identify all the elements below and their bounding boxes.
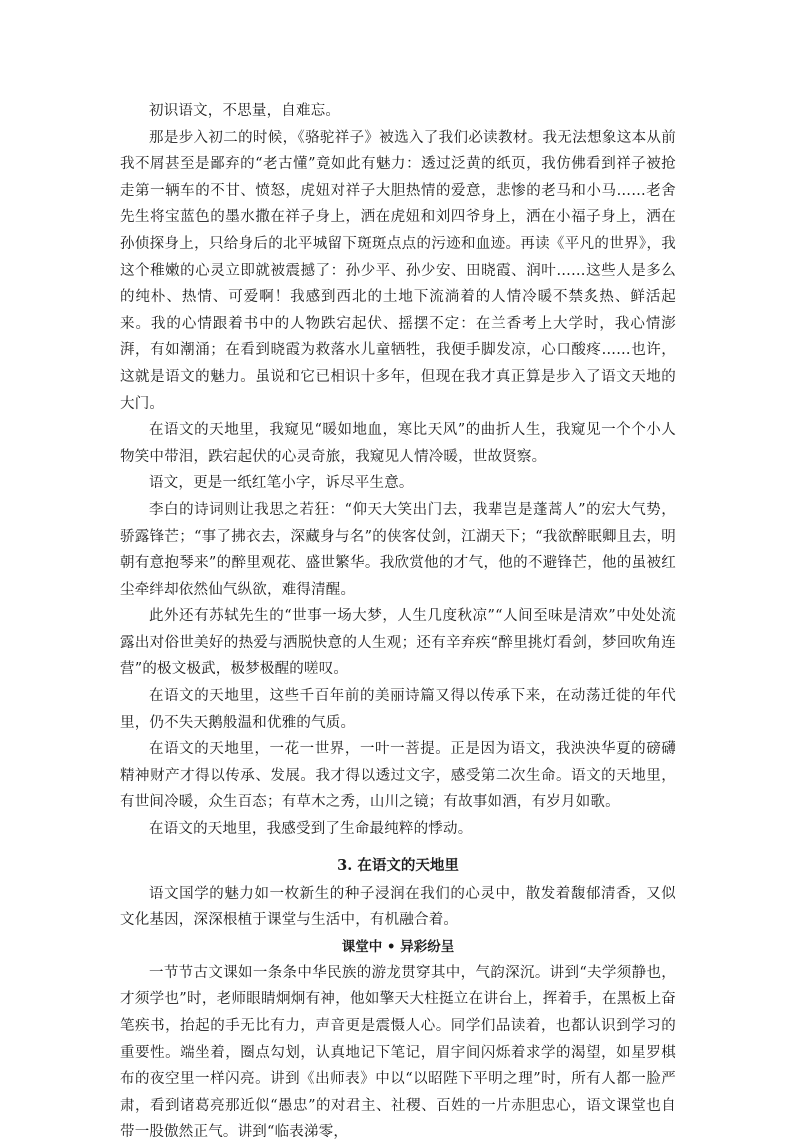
paragraph: 李白的诗词则让我思之若狂：“仰天大笑出门去，我辈岂是蓬蒿人”的宏大气势，骄露锋芒；“事了拂衣去，深藏身与名”的侠客仗剑，江湖天下；“我欲醉眠卿且去，明朝有意抱琴来”的醉里观花、盛世繁华。我欣赏他的才气，他的不避锋芒，他的虽被红尘牵绊却依然仙气纵欲，难得清醒。 [120, 501, 676, 598]
paragraph: 语文，更是一纸红笔小字，诉尽平生意。 [149, 475, 414, 492]
paragraph: 初识语文，不思量，自难忘。 [149, 103, 341, 119]
intro-paragraph: 语文国学的魅力如一枚新生的种子浸润在我们的心灵中，散发着馥郁清香，又似文化基因，深深根植于课堂与生活中，有机融合着。 [120, 885, 676, 929]
paragraph: 一节节古文课如一条条中华民族的游龙贯穿其中，气韵深沉。讲到“夫学须静也，才须学也”时，老师眼睛炯炯有神，他如擎天大柱挺立在讲台上，挥着手，在黑板上奋笔疾书，抬起的手无比有力，声音更是震慑人心。同学们品读着，也都认识到学习的重要性。端坐着，圈点勾划，认真地记下笔记，眉宇间闪烁着求学的渴望，如星罗棋布的夜空里一样闪亮。讲到《出师表》中以“以昭陛下平明之理”时，所有人都一脸严肃，看到诸葛亮那近似“愚忠”的对君主、社稷、百姓的一片赤胆忠心，语文课堂也自带一股傲然正气。讲到“临表涕零， [120, 964, 676, 1141]
document-page [120, 98, 676, 1146]
paragraph: 此外还有苏轼先生的“世事一场大梦，人生几度秋凉”“人间至味是清欢”中处处流露出对俗世美好的热爱与洒脱快意的人生观；还有辛弃疾“醉里挑灯看剑，梦回吹角连营”的极文极武，极梦极醒的嗟叹。 [120, 608, 676, 678]
paragraph: 在语文的天地里，我窥见“暖如地血，寒比天风”的曲折人生，我窥见一个个小人物笑中带泪，跌宕起伏的心灵奇旅，我窥见人情冷暖，世故贤察。 [120, 422, 676, 465]
paragraph: 那是步入初二的时候，《骆驼祥子》被选入了我们必读教材。我无法想象这本从前我不屑甚至是鄙弃的“老古懂”竟如此有魅力：透过泛黄的纸页，我仿佛看到祥子被抢走第一辆车的不甘、愤怒，虎妞对祥子大胆热情的爱意，悲惨的老马和小马……老舍先生将宝蓝色的墨水撒在祥子身上，洒在虎妞和刘四爷身上，洒在小福子身上，洒在孙侦探身上，只给身后的北平城留下斑斑点点的污迹和血迹。再读《平凡的世界》，我这个稚嫩的心灵立即就被震撼了：孙少平、孙少安、田晓霞、润叶……这些人是多么的纯朴、热情、可爱啊！我感到西北的土地下流淌着的人情冷暖不禁炙热、鲜活起来。我的心情跟着书中的人物跌宕起伏、摇摆不定：在兰香考上大学时，我心情澎湃，有如潮涌；在看到晓霞为救落水儿童牺牲，我便手脚发凉，心口酸疼……也许，这就是语文的魅力。虽说和它已相识十多年，但现在我才真正算是步入了语文天地的大门。 [120, 129, 676, 412]
sub-title: 课堂中 • 异彩纷呈 [341, 938, 455, 955]
paragraph: 在语文的天地里，这些千百年前的美丽诗篇又得以传承下来，在动荡迁徙的年代里，仍不失天鹅般温和优雅的气质。 [120, 688, 676, 731]
section-title: 3. 在语文的天地里 [337, 856, 459, 874]
paragraph: 在语文的天地里，一花一世界，一叶一菩提。正是因为语文，我泱泱华夏的磅礴精神财产才得以传承、发展。我才得以透过文字，感受第二次生命。语文的天地里，有世间冷暖，众生百态；有草木之秀，山川之镜；有故事如酒，有岁月如歌。 [120, 741, 676, 811]
paragraph: 在语文的天地里，我感受到了生命最纯粹的悸动。 [149, 821, 473, 838]
